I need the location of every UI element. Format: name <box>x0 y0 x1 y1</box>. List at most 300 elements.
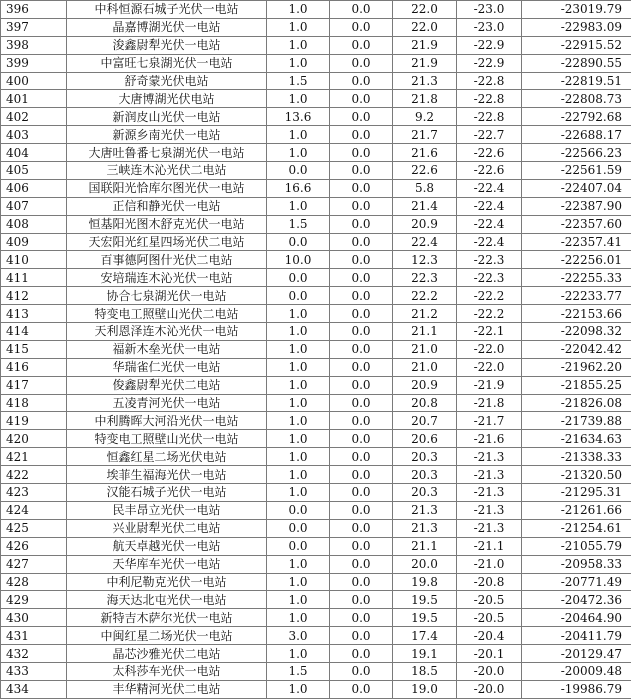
table-row <box>1 287 631 305</box>
value-a-cell: 1.0 <box>267 448 330 466</box>
total-cell: -22890.55 <box>522 54 631 72</box>
value-a-cell: 1.0 <box>267 555 330 573</box>
table-row <box>1 90 631 108</box>
table-row <box>1 430 631 448</box>
value-b-cell: 0.0 <box>330 645 393 663</box>
value-d-cell: -21.3 <box>457 519 522 537</box>
total-cell: -22357.41 <box>522 233 631 251</box>
value-b-cell: 0.0 <box>330 591 393 609</box>
total-cell: -20411.79 <box>522 627 631 645</box>
value-a-cell: 1.0 <box>267 680 330 698</box>
total-cell: -22983.09 <box>522 18 631 36</box>
value-a-cell: 1.0 <box>267 466 330 484</box>
station-name-cell: 国联阳光恰库尔图光伏一电站 <box>67 179 267 197</box>
value-d-cell: -21.9 <box>457 376 522 394</box>
station-name-cell: 天宏阳光红星四场光伏二电站 <box>67 233 267 251</box>
value-b-cell: 0.0 <box>330 1 393 19</box>
total-cell: -22792.68 <box>522 108 631 126</box>
station-name-cell: 五凌青河光伏一电站 <box>67 394 267 412</box>
value-c-cell: 19.8 <box>393 573 457 591</box>
total-cell: -21826.08 <box>522 394 631 412</box>
value-a-cell: 13.6 <box>267 108 330 126</box>
rank-cell: 417 <box>1 376 67 394</box>
table-row <box>1 269 631 287</box>
value-b-cell: 0.0 <box>330 323 393 341</box>
station-name-cell: 恒鑫红星二场光伏电站 <box>67 448 267 466</box>
value-d-cell: -22.0 <box>457 358 522 376</box>
station-name-cell: 埃菲生福海光伏一电站 <box>67 466 267 484</box>
value-d-cell: -22.4 <box>457 197 522 215</box>
table-row <box>1 126 631 144</box>
rank-cell: 400 <box>1 72 67 90</box>
table-row <box>1 358 631 376</box>
station-name-cell: 太科莎车光伏一电站 <box>67 662 267 680</box>
rank-cell: 425 <box>1 519 67 537</box>
value-d-cell: -22.4 <box>457 179 522 197</box>
value-d-cell: -21.3 <box>457 501 522 519</box>
rank-cell: 398 <box>1 36 67 54</box>
rank-cell: 399 <box>1 54 67 72</box>
value-c-cell: 20.8 <box>393 394 457 412</box>
total-cell: -21295.31 <box>522 484 631 502</box>
station-name-cell: 丰华精河光伏二电站 <box>67 680 267 698</box>
value-d-cell: -20.4 <box>457 627 522 645</box>
value-b-cell: 0.0 <box>330 72 393 90</box>
value-a-cell: 10.0 <box>267 251 330 269</box>
value-d-cell: -22.4 <box>457 215 522 233</box>
value-d-cell: -20.8 <box>457 573 522 591</box>
value-c-cell: 9.2 <box>393 108 457 126</box>
station-name-cell: 浚鑫尉犁光伏一电站 <box>67 36 267 54</box>
value-c-cell: 5.8 <box>393 179 457 197</box>
value-a-cell: 1.0 <box>267 645 330 663</box>
value-d-cell: -21.3 <box>457 484 522 502</box>
value-c-cell: 19.5 <box>393 591 457 609</box>
value-a-cell: 3.0 <box>267 627 330 645</box>
value-b-cell: 0.0 <box>330 162 393 180</box>
station-name-cell: 中利腾晖大河沿光伏一电站 <box>67 412 267 430</box>
value-c-cell: 20.6 <box>393 430 457 448</box>
total-cell: -22915.52 <box>522 36 631 54</box>
rank-cell: 396 <box>1 1 67 19</box>
table-row <box>1 591 631 609</box>
value-b-cell: 0.0 <box>330 412 393 430</box>
table-row <box>1 179 631 197</box>
value-d-cell: -23.0 <box>457 18 522 36</box>
station-name-cell: 汉能石城子光伏一电站 <box>67 484 267 502</box>
table-row <box>1 412 631 430</box>
value-d-cell: -22.7 <box>457 126 522 144</box>
value-a-cell: 1.5 <box>267 72 330 90</box>
total-cell: -22688.17 <box>522 126 631 144</box>
value-d-cell: -22.2 <box>457 287 522 305</box>
rank-cell: 412 <box>1 287 67 305</box>
value-a-cell: 0.0 <box>267 501 330 519</box>
value-d-cell: -21.1 <box>457 537 522 555</box>
value-b-cell: 0.0 <box>330 108 393 126</box>
value-a-cell: 1.0 <box>267 394 330 412</box>
total-cell: -22153.66 <box>522 305 631 323</box>
value-b-cell: 0.0 <box>330 484 393 502</box>
rank-cell: 429 <box>1 591 67 609</box>
station-name-cell: 俊鑫尉犁光伏二电站 <box>67 376 267 394</box>
station-name-cell: 中富旺七泉湖光伏一电站 <box>67 54 267 72</box>
total-cell: -22233.77 <box>522 287 631 305</box>
value-d-cell: -22.3 <box>457 269 522 287</box>
station-name-cell: 兴业尉犁光伏二电站 <box>67 519 267 537</box>
total-cell: -20464.90 <box>522 609 631 627</box>
table-row <box>1 680 631 698</box>
table-row <box>1 573 631 591</box>
station-name-cell: 舒奇蒙光伏电站 <box>67 72 267 90</box>
table-row <box>1 251 631 269</box>
value-a-cell: 0.0 <box>267 269 330 287</box>
value-b-cell: 0.0 <box>330 126 393 144</box>
value-c-cell: 21.8 <box>393 90 457 108</box>
total-cell: -21338.33 <box>522 448 631 466</box>
value-b-cell: 0.0 <box>330 609 393 627</box>
total-cell: -21254.61 <box>522 519 631 537</box>
station-name-cell: 晶嘉博湖光伏一电站 <box>67 18 267 36</box>
value-b-cell: 0.0 <box>330 144 393 162</box>
value-d-cell: -22.0 <box>457 340 522 358</box>
rank-cell: 419 <box>1 412 67 430</box>
value-b-cell: 0.0 <box>330 269 393 287</box>
total-cell: -21634.63 <box>522 430 631 448</box>
table-row <box>1 537 631 555</box>
value-b-cell: 0.0 <box>330 662 393 680</box>
table-row <box>1 376 631 394</box>
value-a-cell: 1.0 <box>267 323 330 341</box>
rank-cell: 408 <box>1 215 67 233</box>
value-c-cell: 19.1 <box>393 645 457 663</box>
value-b-cell: 0.0 <box>330 340 393 358</box>
rank-cell: 415 <box>1 340 67 358</box>
value-b-cell: 0.0 <box>330 466 393 484</box>
station-name-cell: 华瑞雀仁光伏一电站 <box>67 358 267 376</box>
value-d-cell: -22.9 <box>457 54 522 72</box>
value-d-cell: -20.0 <box>457 680 522 698</box>
rank-cell: 424 <box>1 501 67 519</box>
value-b-cell: 0.0 <box>330 287 393 305</box>
station-name-cell: 天利恩泽连木沁光伏一电站 <box>67 323 267 341</box>
table-row <box>1 215 631 233</box>
value-b-cell: 0.0 <box>330 197 393 215</box>
station-name-cell: 大唐吐鲁番七泉湖光伏一电站 <box>67 144 267 162</box>
station-name-cell: 中利尼勒克光伏一电站 <box>67 573 267 591</box>
total-cell: -20472.36 <box>522 591 631 609</box>
value-b-cell: 0.0 <box>330 215 393 233</box>
table-body <box>1 1 631 699</box>
rank-cell: 432 <box>1 645 67 663</box>
station-name-cell: 协合七泉湖光伏一电站 <box>67 287 267 305</box>
value-c-cell: 22.0 <box>393 18 457 36</box>
table-row <box>1 72 631 90</box>
station-name-cell: 特变电工照壁山光伏二电站 <box>67 305 267 323</box>
value-d-cell: -22.2 <box>457 305 522 323</box>
value-a-cell: 1.0 <box>267 305 330 323</box>
value-c-cell: 19.0 <box>393 680 457 698</box>
value-a-cell: 1.0 <box>267 18 330 36</box>
value-c-cell: 22.0 <box>393 1 457 19</box>
value-d-cell: -21.6 <box>457 430 522 448</box>
total-cell: -19986.79 <box>522 680 631 698</box>
table-row <box>1 501 631 519</box>
table-row <box>1 466 631 484</box>
station-name-cell: 海天达北屯光伏一电站 <box>67 591 267 609</box>
table-row <box>1 609 631 627</box>
table-row <box>1 448 631 466</box>
rank-cell: 416 <box>1 358 67 376</box>
total-cell: -22407.04 <box>522 179 631 197</box>
table-row <box>1 54 631 72</box>
value-c-cell: 18.5 <box>393 662 457 680</box>
total-cell: -22256.01 <box>522 251 631 269</box>
station-name-cell: 新润皮山光伏一电站 <box>67 108 267 126</box>
rank-cell: 422 <box>1 466 67 484</box>
value-a-cell: 1.5 <box>267 662 330 680</box>
station-name-cell: 中科恒源石城子光伏一电站 <box>67 1 267 19</box>
rank-cell: 420 <box>1 430 67 448</box>
value-a-cell: 1.0 <box>267 358 330 376</box>
value-d-cell: -21.7 <box>457 412 522 430</box>
rank-cell: 403 <box>1 126 67 144</box>
total-cell: -21320.50 <box>522 466 631 484</box>
value-c-cell: 17.4 <box>393 627 457 645</box>
table-row <box>1 197 631 215</box>
value-c-cell: 21.3 <box>393 72 457 90</box>
value-d-cell: -22.8 <box>457 90 522 108</box>
station-name-cell: 安培瑞连木沁光伏一电站 <box>67 269 267 287</box>
station-name-cell: 恒基阳光图木舒克光伏一电站 <box>67 215 267 233</box>
value-c-cell: 20.7 <box>393 412 457 430</box>
station-name-cell: 正信和静光伏一电站 <box>67 197 267 215</box>
table-row <box>1 519 631 537</box>
value-c-cell: 20.3 <box>393 484 457 502</box>
value-b-cell: 0.0 <box>330 573 393 591</box>
value-c-cell: 21.9 <box>393 36 457 54</box>
rank-cell: 413 <box>1 305 67 323</box>
value-d-cell: -21.3 <box>457 466 522 484</box>
rank-cell: 406 <box>1 179 67 197</box>
value-a-cell: 0.0 <box>267 537 330 555</box>
value-d-cell: -20.5 <box>457 591 522 609</box>
value-d-cell: -22.3 <box>457 251 522 269</box>
value-d-cell: -20.0 <box>457 662 522 680</box>
value-a-cell: 1.0 <box>267 376 330 394</box>
value-c-cell: 21.7 <box>393 126 457 144</box>
station-name-cell: 晶芯沙雅光伏二电站 <box>67 645 267 663</box>
value-c-cell: 22.3 <box>393 269 457 287</box>
value-d-cell: -21.8 <box>457 394 522 412</box>
rank-cell: 407 <box>1 197 67 215</box>
value-d-cell: -22.6 <box>457 162 522 180</box>
value-d-cell: -22.1 <box>457 323 522 341</box>
table-row <box>1 484 631 502</box>
value-c-cell: 22.6 <box>393 162 457 180</box>
rank-cell: 421 <box>1 448 67 466</box>
table-row <box>1 305 631 323</box>
table-row <box>1 144 631 162</box>
table-row <box>1 645 631 663</box>
value-b-cell: 0.0 <box>330 179 393 197</box>
station-name-cell: 天华库车光伏一电站 <box>67 555 267 573</box>
value-b-cell: 0.0 <box>330 680 393 698</box>
total-cell: -21962.20 <box>522 358 631 376</box>
total-cell: -22808.73 <box>522 90 631 108</box>
rank-cell: 427 <box>1 555 67 573</box>
station-name-cell: 中闽红星二场光伏一电站 <box>67 627 267 645</box>
value-a-cell: 1.0 <box>267 430 330 448</box>
table-row <box>1 555 631 573</box>
value-d-cell: -23.0 <box>457 1 522 19</box>
value-c-cell: 19.5 <box>393 609 457 627</box>
station-name-cell: 航天卓越光伏一电站 <box>67 537 267 555</box>
table-row <box>1 108 631 126</box>
total-cell: -22819.51 <box>522 72 631 90</box>
total-cell: -22566.23 <box>522 144 631 162</box>
value-a-cell: 1.0 <box>267 340 330 358</box>
rank-cell: 411 <box>1 269 67 287</box>
value-d-cell: -22.9 <box>457 36 522 54</box>
value-a-cell: 1.0 <box>267 1 330 19</box>
value-c-cell: 21.3 <box>393 501 457 519</box>
value-c-cell: 20.3 <box>393 448 457 466</box>
value-a-cell: 1.0 <box>267 36 330 54</box>
total-cell: -21261.66 <box>522 501 631 519</box>
table-row <box>1 662 631 680</box>
value-d-cell: -20.1 <box>457 645 522 663</box>
rank-cell: 410 <box>1 251 67 269</box>
rank-cell: 414 <box>1 323 67 341</box>
value-c-cell: 22.2 <box>393 287 457 305</box>
value-b-cell: 0.0 <box>330 430 393 448</box>
total-cell: -20958.33 <box>522 555 631 573</box>
value-c-cell: 22.4 <box>393 233 457 251</box>
total-cell: -22357.60 <box>522 215 631 233</box>
table-row <box>1 1 631 19</box>
rank-cell: 405 <box>1 162 67 180</box>
value-b-cell: 0.0 <box>330 233 393 251</box>
total-cell: -22098.32 <box>522 323 631 341</box>
rank-cell: 423 <box>1 484 67 502</box>
value-b-cell: 0.0 <box>330 358 393 376</box>
value-c-cell: 21.4 <box>393 197 457 215</box>
value-a-cell: 1.0 <box>267 144 330 162</box>
value-a-cell: 0.0 <box>267 162 330 180</box>
station-name-cell: 新源乡南光伏一电站 <box>67 126 267 144</box>
value-b-cell: 0.0 <box>330 251 393 269</box>
value-b-cell: 0.0 <box>330 394 393 412</box>
rank-cell: 418 <box>1 394 67 412</box>
rank-cell: 401 <box>1 90 67 108</box>
value-c-cell: 20.9 <box>393 215 457 233</box>
rank-cell: 409 <box>1 233 67 251</box>
value-a-cell: 1.0 <box>267 54 330 72</box>
value-b-cell: 0.0 <box>330 537 393 555</box>
station-name-cell: 百事德阿图什光伏二电站 <box>67 251 267 269</box>
total-cell: -22387.90 <box>522 197 631 215</box>
rank-cell: 426 <box>1 537 67 555</box>
value-b-cell: 0.0 <box>330 90 393 108</box>
value-a-cell: 0.0 <box>267 233 330 251</box>
station-name-cell: 福新木垒光伏一电站 <box>67 340 267 358</box>
rank-cell: 397 <box>1 18 67 36</box>
value-b-cell: 0.0 <box>330 376 393 394</box>
value-a-cell: 1.0 <box>267 197 330 215</box>
total-cell: -20009.48 <box>522 662 631 680</box>
total-cell: -22561.59 <box>522 162 631 180</box>
total-cell: -22042.42 <box>522 340 631 358</box>
station-name-cell: 新特吉木萨尔光伏一电站 <box>67 609 267 627</box>
rank-cell: 434 <box>1 680 67 698</box>
table-row <box>1 18 631 36</box>
value-b-cell: 0.0 <box>330 448 393 466</box>
value-d-cell: -21.3 <box>457 448 522 466</box>
table-row <box>1 162 631 180</box>
value-c-cell: 12.3 <box>393 251 457 269</box>
value-b-cell: 0.0 <box>330 18 393 36</box>
value-c-cell: 20.0 <box>393 555 457 573</box>
station-name-cell: 三峡连木沁光伏二电站 <box>67 162 267 180</box>
value-b-cell: 0.0 <box>330 627 393 645</box>
value-c-cell: 21.0 <box>393 340 457 358</box>
value-a-cell: 0.0 <box>267 287 330 305</box>
rank-cell: 428 <box>1 573 67 591</box>
total-cell: -21055.79 <box>522 537 631 555</box>
rank-cell: 402 <box>1 108 67 126</box>
value-d-cell: -22.4 <box>457 233 522 251</box>
table-row <box>1 36 631 54</box>
rank-cell: 433 <box>1 662 67 680</box>
total-cell: -22255.33 <box>522 269 631 287</box>
value-c-cell: 21.1 <box>393 537 457 555</box>
value-b-cell: 0.0 <box>330 555 393 573</box>
value-a-cell: 1.0 <box>267 90 330 108</box>
station-name-cell: 大唐博湖光伏电站 <box>67 90 267 108</box>
value-c-cell: 20.9 <box>393 376 457 394</box>
total-cell: -20129.47 <box>522 645 631 663</box>
value-b-cell: 0.0 <box>330 501 393 519</box>
value-c-cell: 21.6 <box>393 144 457 162</box>
value-c-cell: 21.9 <box>393 54 457 72</box>
table-row <box>1 394 631 412</box>
value-a-cell: 1.0 <box>267 609 330 627</box>
value-b-cell: 0.0 <box>330 54 393 72</box>
total-cell: -23019.79 <box>522 1 631 19</box>
value-d-cell: -20.5 <box>457 609 522 627</box>
value-d-cell: -21.0 <box>457 555 522 573</box>
value-a-cell: 1.5 <box>267 215 330 233</box>
value-b-cell: 0.0 <box>330 305 393 323</box>
value-b-cell: 0.0 <box>330 519 393 537</box>
value-c-cell: 21.1 <box>393 323 457 341</box>
value-d-cell: -22.6 <box>457 144 522 162</box>
rank-cell: 404 <box>1 144 67 162</box>
table-row <box>1 233 631 251</box>
total-cell: -21855.25 <box>522 376 631 394</box>
value-d-cell: -22.8 <box>457 72 522 90</box>
rank-cell: 430 <box>1 609 67 627</box>
total-cell: -20771.49 <box>522 573 631 591</box>
rank-cell: 431 <box>1 627 67 645</box>
value-d-cell: -22.8 <box>457 108 522 126</box>
value-c-cell: 21.2 <box>393 305 457 323</box>
value-c-cell: 21.0 <box>393 358 457 376</box>
value-c-cell: 20.3 <box>393 466 457 484</box>
table-row <box>1 323 631 341</box>
station-name-cell: 民丰昂立光伏一电站 <box>67 501 267 519</box>
